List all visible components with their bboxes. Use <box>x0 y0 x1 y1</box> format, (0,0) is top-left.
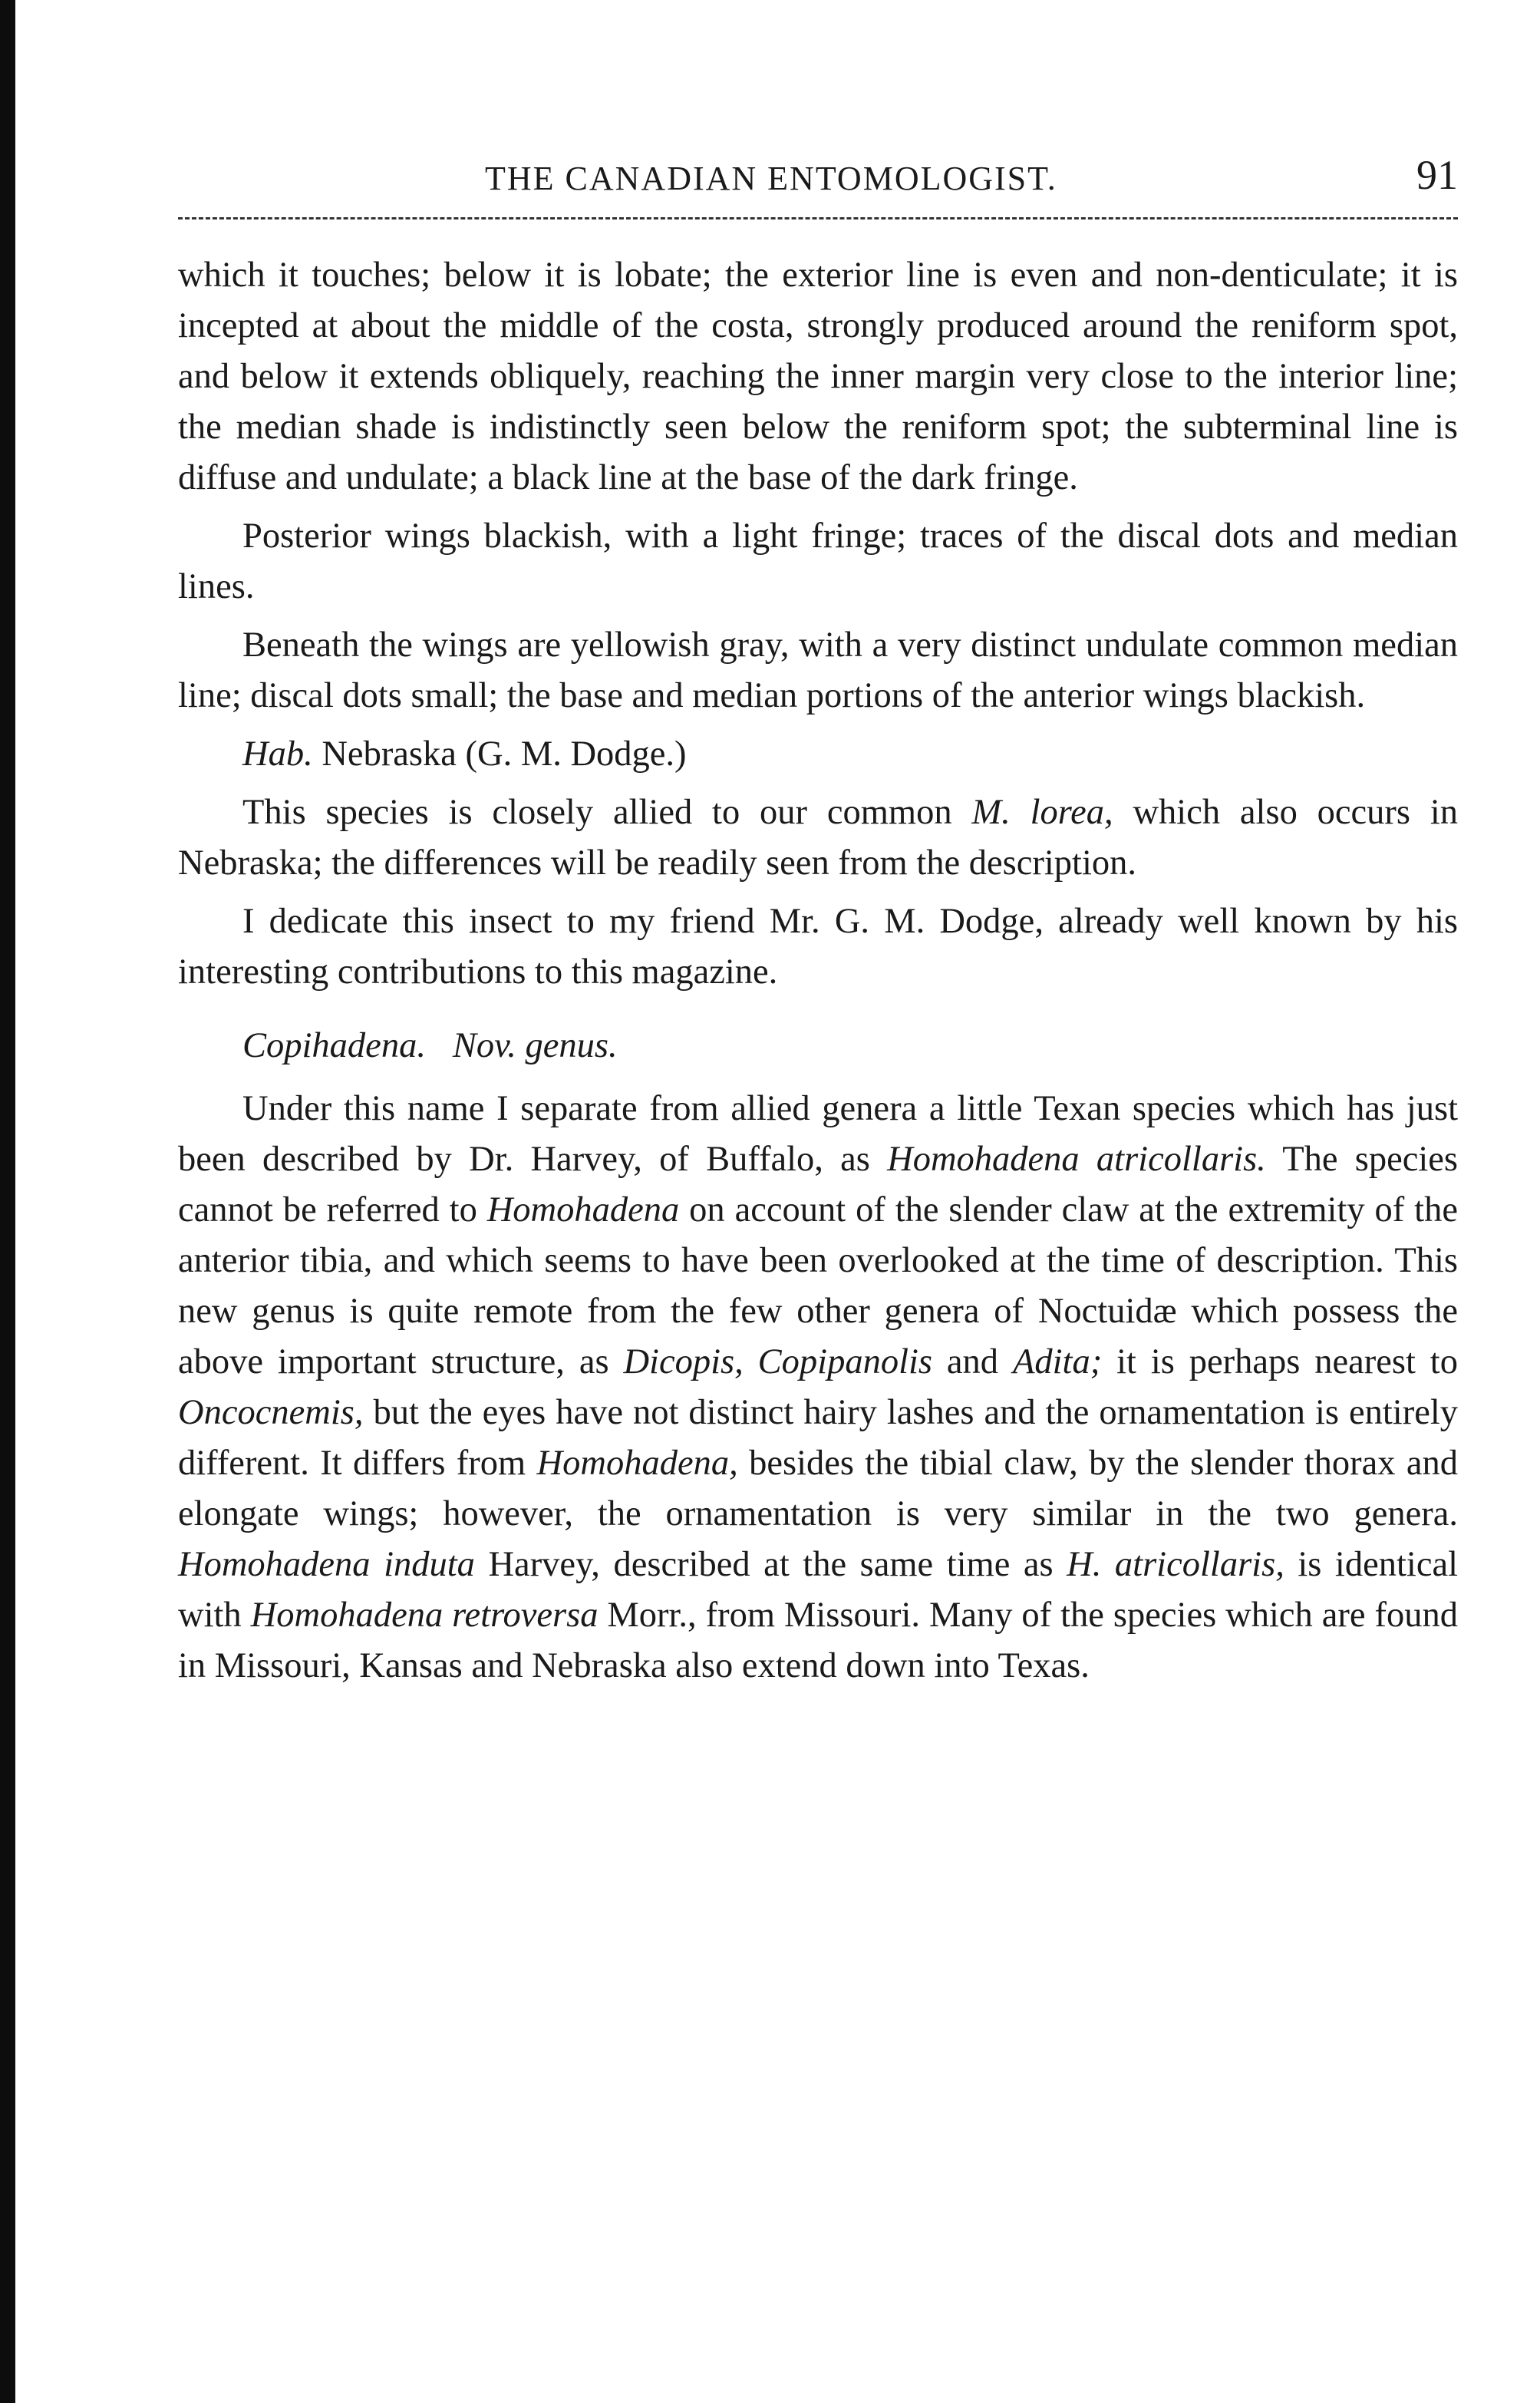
text-run: Under this name I separate from allied genera a little Texan species which has just been described by Dr. Harvey, of Buffalo, as <box>178 1089 1458 1179</box>
text-run: This species is closely allied to our common <box>242 793 972 832</box>
paragraph-habitat <box>178 729 1458 780</box>
text-run: it is perhaps nearest to <box>1102 1342 1458 1381</box>
species-name: H. atricollaris, <box>1067 1545 1284 1584</box>
genus-name: Homohadena, <box>536 1444 738 1483</box>
genus-name: Adita; <box>1012 1342 1103 1381</box>
paragraph-dedication: I dedicate this insect to my friend Mr. G. M. Dodge, already well known by his interesting contributions to this magazine. <box>178 902 1458 992</box>
text-run: on account of the slender claw at the extremity of the anterior tibia, and which seems to have been overlooked at the time of description. This new genus is quite remote from the few other genera of Noctuidæ which possess the above important structure, as <box>178 1190 1458 1381</box>
genus-name: Homohadena <box>486 1190 680 1230</box>
text-run: and <box>932 1342 1013 1381</box>
running-head <box>178 150 1458 203</box>
species-name: Homohadena induta <box>178 1545 475 1584</box>
text-run: Harvey, described at the same time as <box>474 1545 1067 1584</box>
page-number: 91 <box>1416 152 1458 198</box>
scan-binding-edge <box>0 0 15 2403</box>
header-rule <box>178 217 1458 220</box>
species-name: Homohadena retroversa <box>250 1596 599 1635</box>
genus-name: Dicopis, Copipanolis <box>623 1342 933 1381</box>
text-run: is identical with <box>178 1545 1459 1635</box>
text-run: which also occurs in Nebraska; the differences will be readily seen from the description. <box>178 793 1458 883</box>
body-text <box>178 250 1458 1692</box>
hab-label: Hab. <box>242 734 313 774</box>
genus-name: Copihadena. <box>242 1026 426 1065</box>
text-run: but the eyes have not distinct hairy lashes and the ornamentation is entirely different. It differs from <box>178 1393 1458 1483</box>
paragraph-continuation: which it touches; below it is lobate; the exterior line is even and non-denticulate; it is incepted at about the middle of the costa, strongly produced around the reniform spot, and below it extends obliquely, reaching the inner margin very close to the interior line; the median shade is indistinctly seen below the reniform spot; the subterminal line is diffuse and undulate; a black line at the base of the dark fringe. <box>178 256 1458 497</box>
paragraph-beneath-wings: Beneath the wings are yellowish gray, with a very distinct undulate common median line; discal dots small; the base and median portions of the anterior wings blackish. <box>178 626 1458 715</box>
paragraph-allied-species <box>178 787 1458 889</box>
species-name: Homohadena atricollaris. <box>887 1140 1266 1179</box>
journal-title: THE CANADIAN ENTOMOLOGIST. <box>485 160 1057 197</box>
document-page <box>178 150 1458 1699</box>
text-run: The species cannot be referred to <box>178 1140 1458 1230</box>
text-run: Morr., from Missouri. Many of the species which are found in Missouri, Kansas and Nebraska also extend down into Texas. <box>178 1596 1458 1685</box>
habitat-text: Nebraska (G. M. Dodge.) <box>312 734 687 774</box>
paragraph-posterior-wings: Posterior wings blackish, with a light fringe; traces of the discal dots and median lines. <box>178 517 1458 606</box>
paragraph-genus-description <box>178 1084 1458 1692</box>
species-name: M. lorea, <box>971 793 1113 832</box>
genus-name: Oncocnemis, <box>178 1393 364 1432</box>
nov-genus-label: Nov. genus. <box>452 1026 618 1065</box>
genus-heading <box>178 1021 1458 1071</box>
text-run: besides the tibial claw, by the slender thorax and elongate wings; however, the ornamentation is very similar in the two genera. <box>178 1444 1458 1533</box>
